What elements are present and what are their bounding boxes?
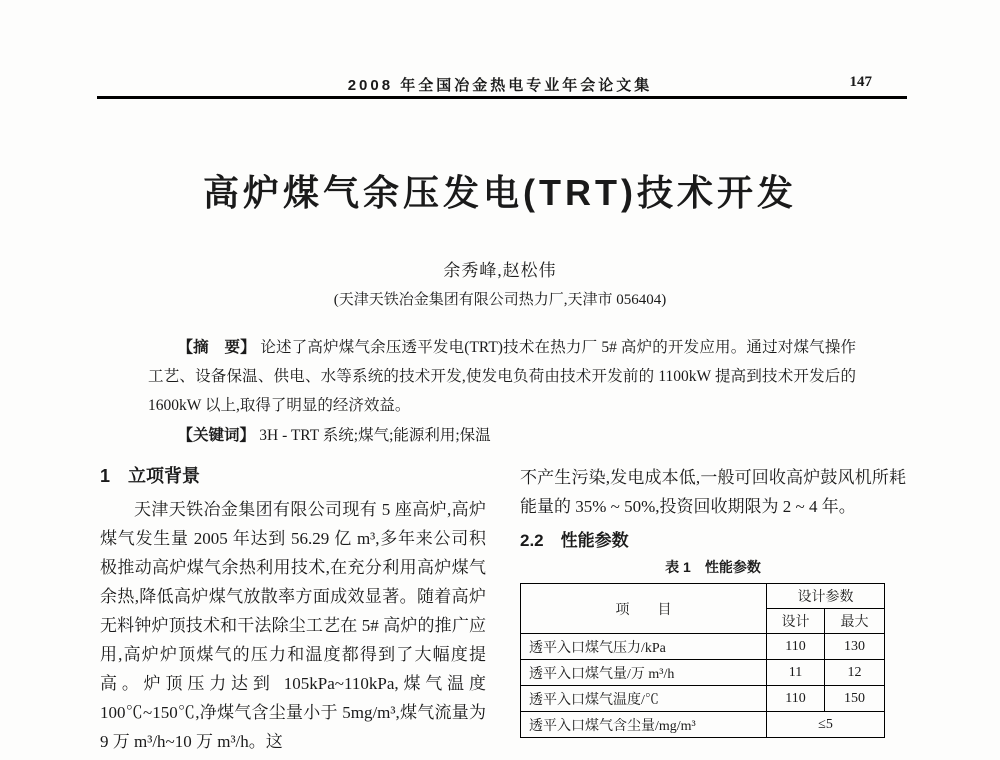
section-1-paragraph: 天津天铁冶金集团有限公司现有 5 座高炉,高炉煤气发生量 2005 年达到 56.29 亿 m³,多年来公司积极推动高炉煤气余热利用技术,在充分利用高炉煤气余热,降低高炉煤气放散率方面成效显著。随着高炉无料钟炉顶技术和干法除尘工艺在 5# 高炉的推广应用,高炉炉顶煤气的压力和温度都得到了大幅度提高。炉顶压力达到 105kPa~110kPa,煤气温度 100℃~150℃,净煤气含尘量小于 5mg/m³,煤气流量为 9 万 m³/h~10 万 m³/h。这 xyxy=(100,500,486,751)
table-header-row-1 xyxy=(521,584,885,609)
table-header-design-params: 设计参数 xyxy=(767,584,885,609)
row-item: 透平入口煤气温度/℃ xyxy=(521,686,767,712)
section-2-2-heading: 2.2 性能参数 xyxy=(520,531,629,550)
keywords-text: 3H - TRT 系统;煤气;能源利用;保温 xyxy=(259,427,491,444)
row-design-value: ≤5 xyxy=(767,712,885,738)
row-design-value: 110 xyxy=(767,686,825,712)
row-max-value: 150 xyxy=(825,686,885,712)
section-1-heading: 1 立项背景 xyxy=(100,466,201,486)
table-header-design: 设计 xyxy=(767,609,825,634)
row-item: 透平入口煤气压力/kPa xyxy=(521,634,767,660)
row-design-value: 11 xyxy=(767,660,825,686)
header-rule xyxy=(97,96,907,99)
table-header-item: 项 目 xyxy=(521,584,767,634)
table-header-max: 最大 xyxy=(825,609,885,634)
paper-title: 高炉煤气余压发电(TRT)技术开发 xyxy=(203,172,797,213)
keywords-paragraph xyxy=(148,421,856,450)
abstract-label: 【摘 要】 xyxy=(177,339,261,356)
row-design-value: 110 xyxy=(767,634,825,660)
page-number: 147 xyxy=(849,74,872,90)
table-row-dust xyxy=(521,712,885,738)
row-item: 透平入口煤气量/万 m³/h xyxy=(521,660,767,686)
authors: 余秀峰,赵松伟 xyxy=(443,261,557,280)
table-row-temperature xyxy=(521,686,885,712)
affiliation: (天津天铁冶金集团有限公司热力厂,天津市 056404) xyxy=(333,292,667,308)
abstract-text: 论述了高炉煤气余压透平发电(TRT)技术在热力厂 5# 高炉的开发应用。通过对煤气操作工艺、设备保温、供电、水等系统的技术开发,使发电负荷由技术开发前的 1100kW 提高到技术开发后的 1600kW 以上,取得了明显的经济效益。 xyxy=(148,339,857,414)
row-item: 透平入口煤气含尘量/mg/m³ xyxy=(521,712,767,738)
abstract-paragraph xyxy=(148,333,856,420)
table-caption: 表 1 性能参数 xyxy=(665,559,761,575)
body-columns xyxy=(100,463,906,756)
abstract-block xyxy=(148,333,856,450)
row-max-value: 12 xyxy=(825,660,885,686)
table-row-flow xyxy=(521,660,885,686)
keywords-label: 【关键词】 xyxy=(177,427,260,444)
performance-table xyxy=(520,583,885,738)
right-column xyxy=(520,463,906,756)
table-row-pressure xyxy=(521,634,885,660)
row-max-value: 130 xyxy=(825,634,885,660)
right-continued-paragraph: 不产生污染,发电成本低,一般可回收高炉鼓风机所耗能量的 35% ~ 50%,投资回收期限为 2 ~ 4 年。 xyxy=(520,468,906,516)
left-column xyxy=(100,463,486,756)
proceedings-title: 2008 年全国冶金热电专业年会论文集 xyxy=(347,77,653,94)
